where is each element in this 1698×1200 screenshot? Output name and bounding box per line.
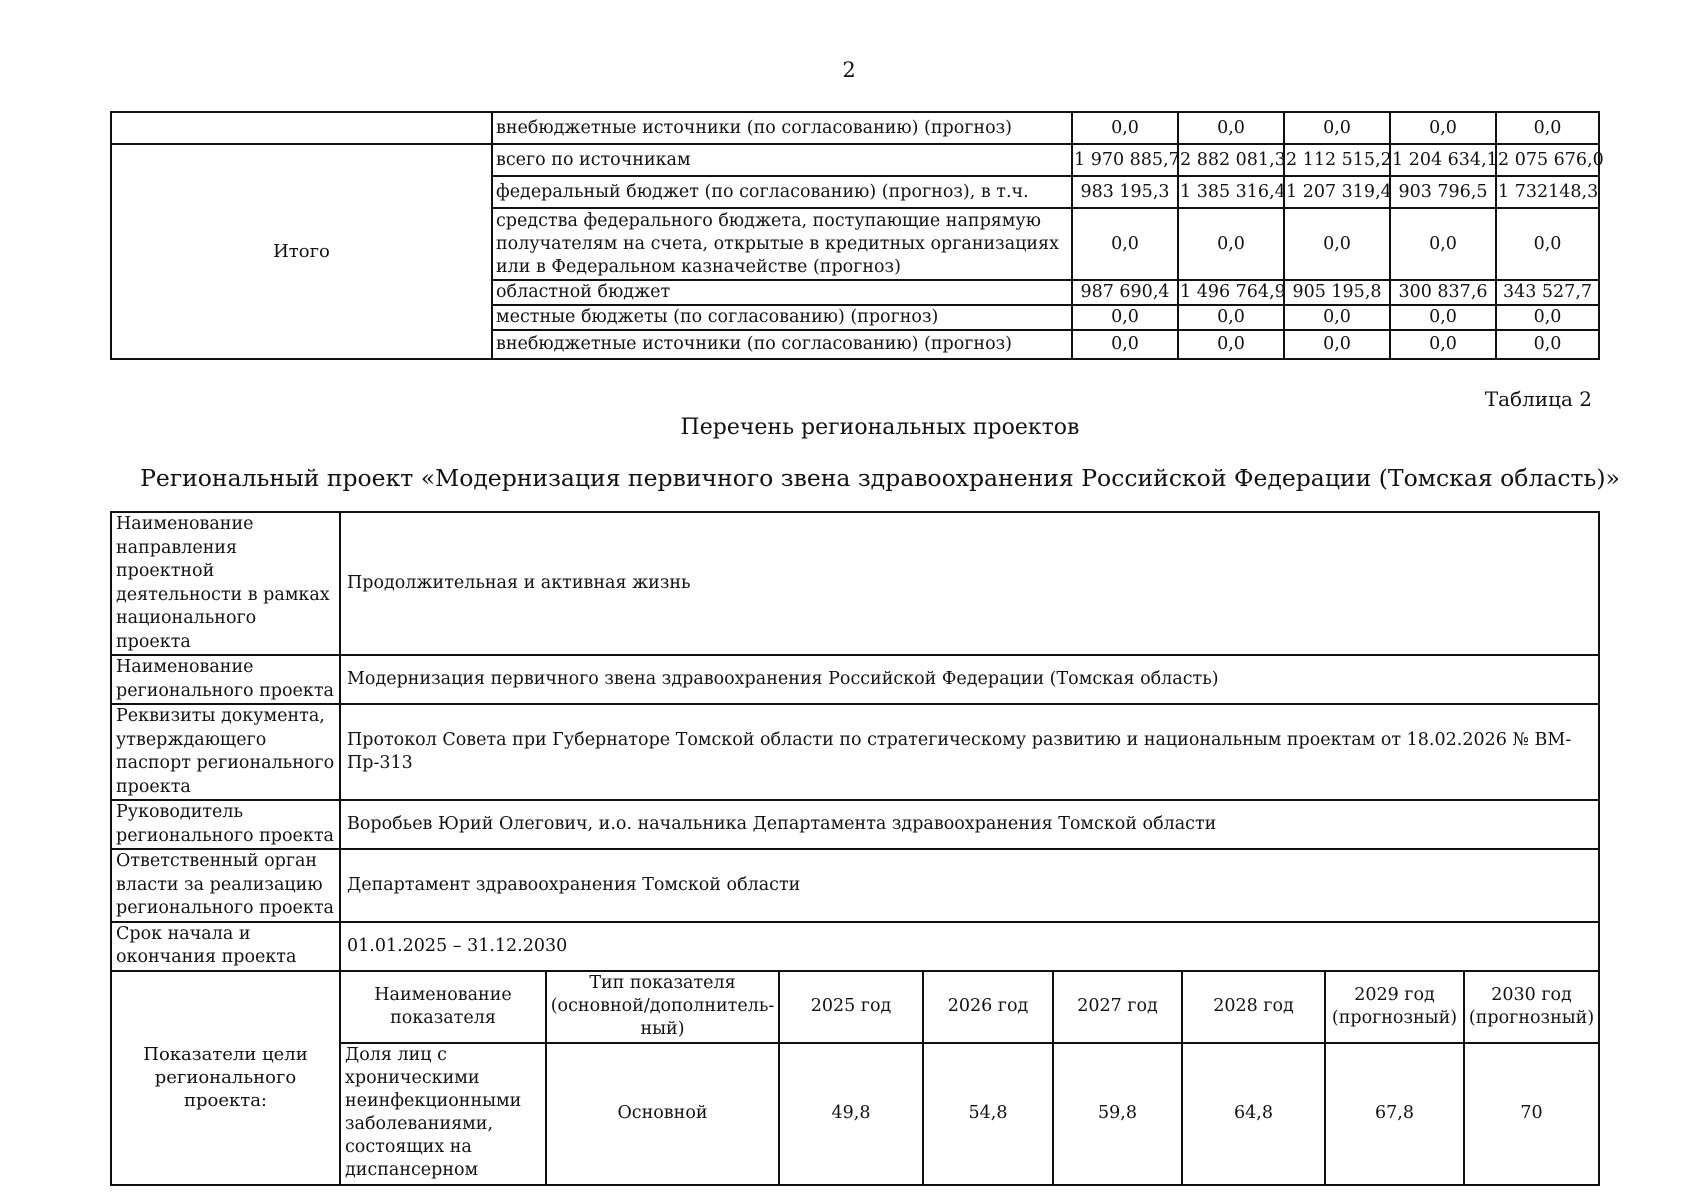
value-cell: 0,0: [1496, 330, 1599, 359]
page-number: 2: [842, 58, 856, 82]
value-cell: 0,0: [1072, 208, 1178, 280]
value-cell: 67,8: [1325, 1043, 1464, 1185]
table-row: [111, 144, 1599, 176]
value-cell: 0,0: [1390, 330, 1496, 359]
table-row: [111, 704, 1599, 800]
column-header: 2027 год: [1053, 971, 1182, 1043]
row-value: 01.01.2025 – 31.12.2030: [340, 922, 1599, 971]
row-key: Наименование направления проектной деятельности в рамках национального проекта: [111, 512, 340, 655]
empty-cell: [111, 112, 492, 144]
value-cell: 2 112 515,2: [1284, 144, 1390, 176]
project-title: Региональный проект «Модернизация первичного звена здравоохранения Российской Федерации (Томская область)»: [140, 464, 1620, 492]
value-cell: 49,8: [779, 1043, 923, 1185]
value-cell: 0,0: [1072, 305, 1178, 330]
value-cell: 59,8: [1053, 1043, 1182, 1185]
row-label: всего по источникам: [492, 144, 1072, 176]
column-header: 2028 год: [1182, 971, 1325, 1043]
value-cell: 0,0: [1284, 112, 1390, 144]
value-cell: 0,0: [1178, 208, 1284, 280]
row-value: Воробьев Юрий Олегович, и.о. начальника Департамента здравоохранения Томской области: [340, 800, 1599, 849]
total-label: Итого: [111, 144, 492, 359]
table-row: [111, 800, 1599, 849]
table-number-label: Таблица 2: [1484, 387, 1592, 411]
row-value: Продолжительная и активная жизнь: [340, 512, 1599, 655]
value-cell: 0,0: [1390, 305, 1496, 330]
row-key: Ответственный орган власти за реализацию регионального проекта: [111, 849, 340, 922]
value-cell: 0,0: [1390, 112, 1496, 144]
row-label: внебюджетные источники (по согласованию) (прогноз): [492, 112, 1072, 144]
column-header: 2029 год (прогнозный): [1325, 971, 1464, 1043]
column-header: 2025 год: [779, 971, 923, 1043]
table-row: [111, 112, 1599, 144]
financing-table: [110, 111, 1604, 360]
value-cell: 0,0: [1496, 112, 1599, 144]
project-passport-table: [110, 511, 1600, 1186]
value-cell: 300 837,6: [1390, 280, 1496, 305]
value-cell: 0,0: [1072, 330, 1178, 359]
row-key: Наименование регионального проекта: [111, 655, 340, 704]
value-cell: 0,0: [1496, 208, 1599, 280]
row-label: местные бюджеты (по согласованию) (прогноз): [492, 305, 1072, 330]
column-header: 2026 год: [923, 971, 1053, 1043]
column-header: Тип показателя (основной/дополнитель-ный): [546, 971, 779, 1043]
table-row: [111, 971, 1599, 1043]
table-row: [111, 655, 1599, 704]
row-label: федеральный бюджет (по согласованию) (прогноз), в т.ч.: [492, 176, 1072, 208]
section-title: Перечень региональных проектов: [680, 415, 1080, 440]
value-cell: 70: [1464, 1043, 1599, 1185]
value-cell: 54,8: [923, 1043, 1053, 1185]
row-value: Модернизация первичного звена здравоохранения Российской Федерации (Томская область): [340, 655, 1599, 704]
row-label: средства федерального бюджета, поступающие напрямую получателям на счета, открытые в кредитных организациях или в Федеральном казначействе (прогноз): [492, 208, 1072, 280]
value-cell: 1 207 319,4: [1284, 176, 1390, 208]
value-cell: 0,0: [1178, 305, 1284, 330]
indicator-type: Основной: [546, 1043, 779, 1185]
value-cell: 983 195,3: [1072, 176, 1178, 208]
value-cell: 987 690,4: [1072, 280, 1178, 305]
value-cell: 1 970 885,7: [1072, 144, 1178, 176]
value-cell: 0,0: [1390, 208, 1496, 280]
table-row: [111, 922, 1599, 971]
value-cell: 2 882 081,3: [1178, 144, 1284, 176]
value-cell: 1 204 634,1: [1390, 144, 1496, 176]
value-cell: 1 732148,3: [1496, 176, 1599, 208]
column-header: 2030 год (прогнозный): [1464, 971, 1599, 1043]
indicator-name-text: Доля лиц с хроническими неинфекционными заболеваниями, состоящих на диспансерном: [345, 1044, 522, 1180]
indicators-label: Показатели цели регионального проекта:: [111, 971, 340, 1185]
value-cell: 905 195,8: [1284, 280, 1390, 305]
value-cell: 903 796,5: [1390, 176, 1496, 208]
value-cell: 1 496 764,9: [1178, 280, 1284, 305]
row-value: Протокол Совета при Губернаторе Томской области по стратегическому развитию и национальным проектам от 18.02.2026 № ВМ-Пр-313: [340, 704, 1599, 800]
column-header: Наименование показателя: [340, 971, 546, 1043]
table-row: [111, 849, 1599, 922]
value-cell: 2 075 676,0: [1496, 144, 1599, 176]
row-value: Департамент здравоохранения Томской области: [340, 849, 1599, 922]
value-cell: 0,0: [1284, 330, 1390, 359]
row-key: Реквизиты документа, утверждающего паспорт регионального проекта: [111, 704, 340, 800]
row-key: Срок начала и окончания проекта: [111, 922, 340, 971]
value-cell: 64,8: [1182, 1043, 1325, 1185]
row-label: областной бюджет: [492, 280, 1072, 305]
value-cell: 1 385 316,4: [1178, 176, 1284, 208]
value-cell: 0,0: [1178, 112, 1284, 144]
row-key: Руководитель регионального проекта: [111, 800, 340, 849]
value-cell: 0,0: [1284, 305, 1390, 330]
value-cell: 0,0: [1072, 112, 1178, 144]
table-row: [111, 512, 1599, 655]
value-cell: 0,0: [1178, 330, 1284, 359]
indicator-name: [340, 1043, 546, 1185]
value-cell: 0,0: [1496, 305, 1599, 330]
value-cell: 343 527,7: [1496, 280, 1599, 305]
row-label: внебюджетные источники (по согласованию) (прогноз): [492, 330, 1072, 359]
value-cell: 0,0: [1284, 208, 1390, 280]
